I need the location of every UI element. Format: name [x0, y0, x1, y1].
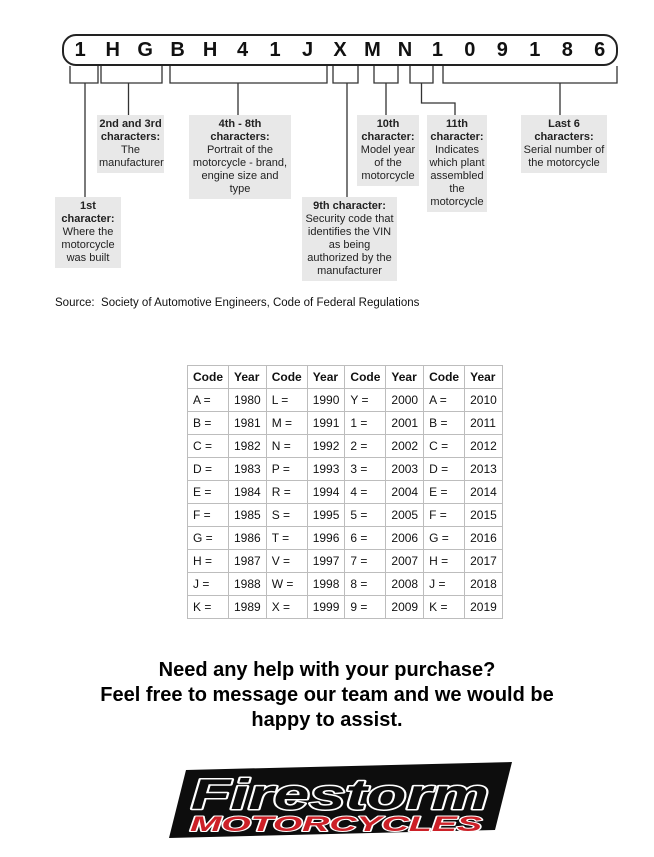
year-table-cell: K = — [188, 596, 229, 619]
vin-character: 0 — [464, 39, 476, 61]
year-table-cell: 2009 — [386, 596, 424, 619]
year-table-cell: 1988 — [229, 573, 267, 596]
callout-description: Indicates which plant assembled the motorcycle — [429, 143, 485, 208]
year-table-cell: 1983 — [229, 458, 267, 481]
year-table-cell: Y = — [345, 389, 386, 412]
year-table-cell: S = — [266, 504, 307, 527]
vin-character: 8 — [561, 39, 573, 61]
year-table-cell: E = — [188, 481, 229, 504]
callout-9th-character — [302, 197, 397, 281]
year-table-cell: P = — [266, 458, 307, 481]
table-row — [188, 389, 503, 412]
firestorm-logo — [140, 756, 520, 852]
vin-character: 1 — [74, 39, 86, 61]
callout-title: 11th character: — [430, 118, 484, 143]
year-table-cell: 1991 — [307, 412, 345, 435]
year-table-cell: 2003 — [386, 458, 424, 481]
year-table-cell: 2001 — [386, 412, 424, 435]
vin-character: 4 — [237, 39, 249, 61]
year-table-cell: F = — [188, 504, 229, 527]
year-table-cell: 2015 — [465, 504, 503, 527]
year-table-cell: 2008 — [386, 573, 424, 596]
callout-title: 2nd and 3rd characters: — [99, 118, 162, 143]
year-table-cell: 2013 — [465, 458, 503, 481]
year-table-cell: N = — [266, 435, 307, 458]
help-message — [0, 658, 654, 733]
year-table-cell: D = — [188, 458, 229, 481]
year-table-cell: 2016 — [465, 527, 503, 550]
year-table-cell: 8 = — [345, 573, 386, 596]
year-table-cell: 2012 — [465, 435, 503, 458]
year-table-cell: 1995 — [307, 504, 345, 527]
callout-description: Security code that identifies the VIN as being authorized by the manufacturer — [305, 212, 394, 277]
callout-title: 9th character: — [313, 200, 386, 212]
callout-description: Model year of the motorcycle — [360, 143, 416, 182]
year-table-cell: H = — [424, 550, 465, 573]
year-table-cell: 5 = — [345, 504, 386, 527]
table-row — [188, 412, 503, 435]
year-table-cell: 2019 — [465, 596, 503, 619]
year-table-header-cell: Year — [386, 366, 424, 389]
callout-2nd-3rd-characters — [97, 115, 164, 173]
year-table-cell: 1984 — [229, 481, 267, 504]
year-table-body — [188, 389, 503, 619]
table-row — [188, 458, 503, 481]
year-table-cell: 9 = — [345, 596, 386, 619]
year-table-cell: 2000 — [386, 389, 424, 412]
table-row — [188, 435, 503, 458]
vin-character: G — [137, 39, 153, 61]
year-table-cell: 2006 — [386, 527, 424, 550]
vin-character: 1 — [269, 39, 281, 61]
table-row — [188, 481, 503, 504]
year-table-cell: 1997 — [307, 550, 345, 573]
vin-code-box — [62, 34, 618, 66]
year-table-cell: 1 = — [345, 412, 386, 435]
year-table-cell: T = — [266, 527, 307, 550]
year-table-cell: 1993 — [307, 458, 345, 481]
year-table-cell: D = — [424, 458, 465, 481]
year-table-cell: 1987 — [229, 550, 267, 573]
year-table-cell: 1981 — [229, 412, 267, 435]
vin-character: 6 — [594, 39, 606, 61]
year-table-header — [188, 366, 503, 389]
year-table-cell: 2002 — [386, 435, 424, 458]
callout-description: Serial number of the motorcycle — [523, 143, 605, 169]
year-table-header-cell: Year — [229, 366, 267, 389]
logo-subtitle-text: MOTORCYCLES — [190, 813, 482, 836]
year-table-cell: J = — [424, 573, 465, 596]
vin-character: B — [170, 39, 185, 61]
help-message-line: Feel free to message our team and we would be — [100, 684, 554, 706]
callout-title: 10th character: — [361, 118, 415, 143]
year-table-cell: 1986 — [229, 527, 267, 550]
table-header-row — [188, 366, 503, 389]
vin-character: X — [333, 39, 347, 61]
vin-character: H — [202, 39, 218, 61]
year-table-cell: 1992 — [307, 435, 345, 458]
year-table-cell: L = — [266, 389, 307, 412]
year-table-cell: F = — [424, 504, 465, 527]
year-table-header-cell: Year — [307, 366, 345, 389]
year-table-cell: 1985 — [229, 504, 267, 527]
callout-10th-character — [357, 115, 419, 186]
year-table-cell: E = — [424, 481, 465, 504]
help-message-line: Need any help with your purchase? — [158, 659, 496, 681]
year-table-cell: 2007 — [386, 550, 424, 573]
callout-11th-character — [427, 115, 487, 212]
year-table-header-cell: Code — [266, 366, 307, 389]
year-table-cell: M = — [266, 412, 307, 435]
year-table-cell: B = — [424, 412, 465, 435]
callout-title: 1st character: — [61, 200, 115, 225]
table-row — [188, 596, 503, 619]
table-row — [188, 573, 503, 596]
source-note: Source: Society of Automotive Engineers, Code of Federal Regulations — [55, 297, 420, 309]
callout-description: Where the motorcycle was built — [61, 225, 115, 264]
firestorm-logo-graphic — [140, 756, 520, 852]
year-table-cell: J = — [188, 573, 229, 596]
year-table-cell: V = — [266, 550, 307, 573]
year-table-cell: 1998 — [307, 573, 345, 596]
year-table-cell: 1990 — [307, 389, 345, 412]
year-table-cell: G = — [188, 527, 229, 550]
year-table-cell: W = — [266, 573, 307, 596]
year-table-cell: B = — [188, 412, 229, 435]
year-table-header-cell: Year — [465, 366, 503, 389]
year-table-cell: 2010 — [465, 389, 503, 412]
year-table-cell: 7 = — [345, 550, 386, 573]
year-table-cell: G = — [424, 527, 465, 550]
year-table-cell: C = — [424, 435, 465, 458]
callout-4th-8th-characters — [189, 115, 291, 199]
year-table-cell: R = — [266, 481, 307, 504]
year-table-cell: K = — [424, 596, 465, 619]
callout-description: The manufacturer — [99, 143, 164, 169]
year-table-cell: 2011 — [465, 412, 503, 435]
year-table-cell: 2017 — [465, 550, 503, 573]
year-table-cell: A = — [188, 389, 229, 412]
year-table-cell: 2005 — [386, 504, 424, 527]
callout-1st-character — [55, 197, 121, 268]
year-code-table — [187, 365, 503, 619]
year-table-cell: 2018 — [465, 573, 503, 596]
callout-title: 4th - 8th characters: — [210, 118, 270, 143]
year-table-cell: 1994 — [307, 481, 345, 504]
vin-diagram — [0, 0, 654, 330]
year-table-header-cell: Code — [188, 366, 229, 389]
vin-character: 1 — [431, 39, 443, 61]
year-table-cell: 1989 — [229, 596, 267, 619]
vin-character: M — [364, 39, 381, 61]
year-table-cell: 2014 — [465, 481, 503, 504]
year-table-cell: C = — [188, 435, 229, 458]
vin-character: 9 — [496, 39, 508, 61]
year-table-cell: 6 = — [345, 527, 386, 550]
vin-character: 1 — [529, 39, 541, 61]
vin-character: N — [397, 39, 413, 61]
vin-character: J — [301, 39, 314, 61]
logo-brand-text: Firestorm — [191, 771, 489, 819]
year-table-cell: X = — [266, 596, 307, 619]
year-table-cell: 1996 — [307, 527, 345, 550]
year-table-cell: 1982 — [229, 435, 267, 458]
year-table-cell: 1980 — [229, 389, 267, 412]
callout-title: Last 6 characters: — [534, 118, 594, 143]
callout-last-6-characters — [521, 115, 607, 173]
table-row — [188, 550, 503, 573]
table-row — [188, 504, 503, 527]
year-table-header-cell: Code — [345, 366, 386, 389]
vin-character: H — [105, 39, 120, 61]
year-table-cell: 1999 — [307, 596, 345, 619]
year-table-cell: H = — [188, 550, 229, 573]
year-table-header-cell: Code — [424, 366, 465, 389]
year-table-cell: A = — [424, 389, 465, 412]
table-row — [188, 527, 503, 550]
callout-description: Portrait of the motorcycle - brand, engine size and type — [192, 143, 288, 195]
year-table-cell: 2 = — [345, 435, 386, 458]
year-table-cell: 4 = — [345, 481, 386, 504]
year-table-cell: 2004 — [386, 481, 424, 504]
year-table-cell: 3 = — [345, 458, 386, 481]
help-message-line: happy to assist. — [251, 709, 403, 731]
